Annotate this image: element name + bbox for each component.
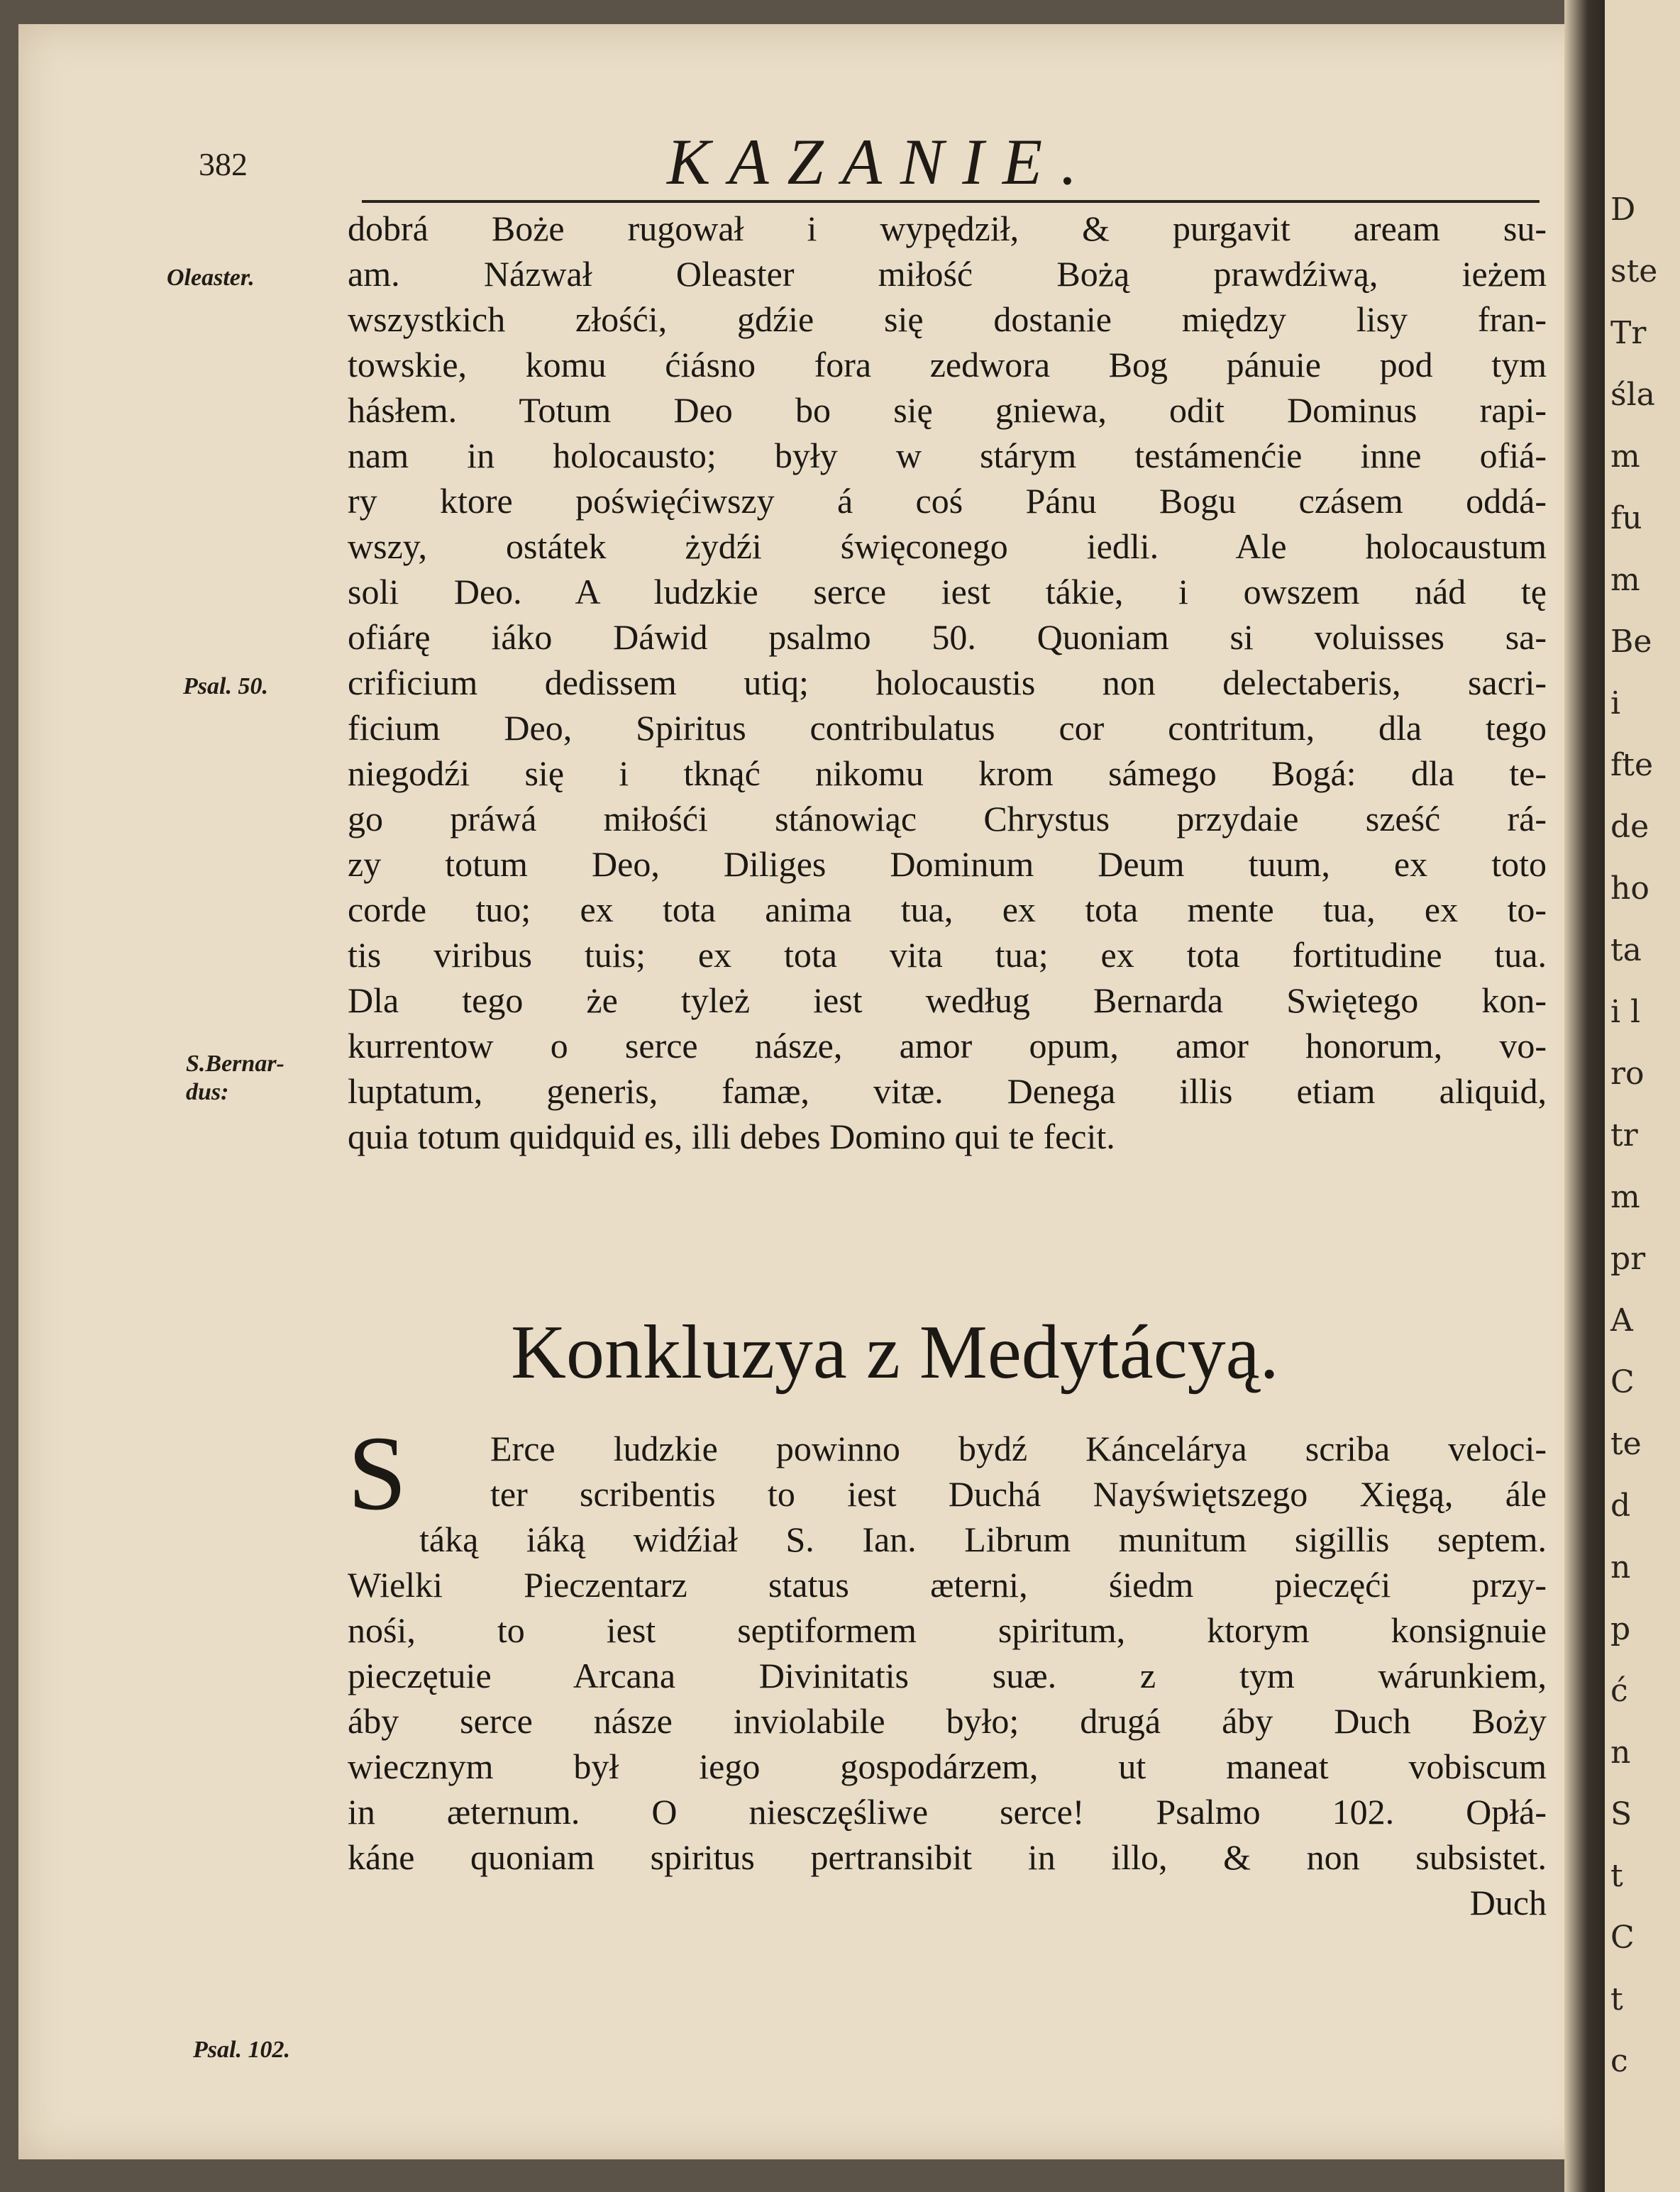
facing-page-fragment: S <box>1610 1796 1632 1832</box>
facing-page-fragment: ć <box>1610 1673 1628 1709</box>
text-line: go práwá miłośći stánowiąc Chrystus przydaie sześć rá- <box>348 799 1547 838</box>
text-line: niegodźi się i tknąć nikomu krom sámego Bogá: dla te- <box>348 753 1547 793</box>
text-line: nośi, to iest septiformem spiritum, ktorym konsignuie <box>348 1610 1547 1650</box>
facing-page-fragment: C <box>1610 1920 1635 1956</box>
facing-page-fragment: de <box>1610 809 1649 845</box>
catchword: Duch <box>1469 1883 1547 1922</box>
facing-page-fragment: A <box>1610 1302 1633 1339</box>
text-line: ofiárę iáko Dáwid psalmo 50. Quoniam si voluisses sa- <box>348 617 1547 657</box>
text-line: ter scribentis to iest Duchá Nayświętszego Xięgą, ále <box>490 1474 1547 1514</box>
text-line: dobrá Boże rugował i wypędził, & purgavit aream su- <box>348 209 1547 248</box>
book-spine <box>1564 0 1607 2192</box>
facing-page-fragment: te <box>1610 1426 1642 1462</box>
facing-page-edge <box>1605 0 1680 2192</box>
text-line: hásłem. Totum Deo bo się gniewa, odit Dominus rapi- <box>348 390 1547 430</box>
facing-page-fragment: ta <box>1610 932 1642 968</box>
margin-note-oleaster: Oleaster. <box>167 265 255 291</box>
text-line: wszystkich złośći, gdźie się dostanie między lisy fran- <box>348 299 1547 339</box>
facing-page-fragment: fte <box>1610 747 1654 783</box>
facing-page-fragment: n <box>1610 1549 1631 1585</box>
text-line: towskie, komu ćiásno fora zedwora Bog pánuie pod tym <box>348 345 1547 384</box>
text-line: crificium dedissem utiq; holocaustis non delectaberis, sacri- <box>348 663 1547 702</box>
text-line: luptatum, generis, famæ, vitæ. Denega illis etiam aliquid, <box>348 1071 1547 1111</box>
facing-page-fragment: ho <box>1610 870 1649 907</box>
text-line: ficium Deo, Spiritus contribulatus cor contritum, dla tego <box>348 708 1547 748</box>
facing-page-fragment: Be <box>1610 624 1652 660</box>
facing-page-fragment: c <box>1610 2043 1628 2079</box>
text-line: káne quoniam spiritus pertransibit in illo, & non subsistet. <box>348 1837 1547 1877</box>
facing-page-fragment: i l <box>1610 994 1641 1030</box>
facing-page-fragment: pr <box>1610 1241 1646 1277</box>
text-line: nam in holocausto; były w stárym testámenćie inne ofiá- <box>348 436 1547 475</box>
text-line: wszy, ostátek żydźi święconego iedli. Ale holocaustum <box>348 526 1547 566</box>
text-line: in æternum. O niesczęśliwe serce! Psalmo 102. Opłá- <box>348 1792 1547 1832</box>
running-title: KAZANIE. <box>667 126 1096 198</box>
facing-page-fragment: ste <box>1610 253 1658 289</box>
text-line: áby serce násze inviolabile było; drugá áby Duch Boży <box>348 1701 1547 1741</box>
facing-page-fragment: m <box>1610 438 1640 475</box>
text-line: corde tuo; ex tota anima tua, ex tota mente tua, ex to- <box>348 890 1547 929</box>
text-line: tis viribus tuis; ex tota vita tua; ex tota fortitudine tua. <box>348 935 1547 975</box>
facing-page-fragment: m <box>1610 1179 1640 1215</box>
text-line: quia totum quidquid es, illi debes Domino qui te fecit. <box>348 1117 1115 1156</box>
margin-note-bernardus: S.Bernar- dus: <box>186 1051 284 1105</box>
text-line: pieczętuie Arcana Divinitatis suæ. z tym wárunkiem, <box>348 1656 1547 1695</box>
margin-note-psalm-50: Psal. 50. <box>183 673 268 699</box>
facing-page-fragment: D <box>1610 192 1636 228</box>
text-line: zy totum Deo, Diliges Dominum Deum tuum, ex toto <box>348 844 1547 884</box>
text-line: Wielki Pieczentarz status æterni, śiedm pieczęći przy- <box>348 1565 1547 1605</box>
meditation-text <box>348 1415 1547 1925</box>
page-header <box>199 124 1476 198</box>
facing-page-fragment: t <box>1610 1981 1623 2017</box>
facing-page-fragment: m <box>1610 562 1640 598</box>
facing-page-fragment: C <box>1610 1364 1635 1400</box>
facing-page-fragment: fu <box>1610 500 1642 536</box>
text-line: Erce ludzkie powinno bydź Káncelárya scriba veloci- <box>490 1429 1547 1468</box>
facing-page-fragment: n <box>1610 1734 1631 1771</box>
facing-page-fragment: d <box>1610 1488 1631 1524</box>
text-line: am. Názwał Oleaster miłość Bożą prawdźiwą, ieżem <box>348 254 1547 294</box>
page-number: 382 <box>199 146 248 182</box>
facing-page-fragment: tr <box>1610 1117 1638 1153</box>
facing-page-fragment: Tr <box>1610 315 1647 351</box>
drop-capital: S <box>348 1415 407 1532</box>
facing-page-fragment: i <box>1610 685 1621 721</box>
text-line: soli Deo. A ludzkie serce iest tákie, i owszem nád tę <box>348 572 1547 611</box>
margin-note-psalm-102: Psal. 102. <box>193 2037 290 2063</box>
header-rule <box>362 200 1540 203</box>
text-line: táką iáką widźiał S. Ian. Librum munitum sigillis septem. <box>419 1520 1547 1559</box>
facing-page-fragment: t <box>1610 1858 1623 1894</box>
text-line: kurrentow o serce násze, amor opum, amor honorum, vo- <box>348 1026 1547 1065</box>
sermon-text <box>348 206 1547 1159</box>
text-line: wiecznym był iego gospodárzem, ut maneat vobiscum <box>348 1747 1547 1786</box>
facing-page-fragment: śla <box>1610 377 1655 413</box>
section-title: Konkluzya z Medytácyą. <box>511 1310 1279 1395</box>
facing-page-fragment: p <box>1610 1611 1631 1647</box>
facing-page-fragment: ro <box>1610 1056 1645 1092</box>
text-line: Dla tego że tyleż iest według Bernarda Swiętego kon- <box>348 980 1547 1020</box>
text-line: ry ktore poświęćiwszy á coś Pánu Bogu czásem oddá- <box>348 481 1547 521</box>
